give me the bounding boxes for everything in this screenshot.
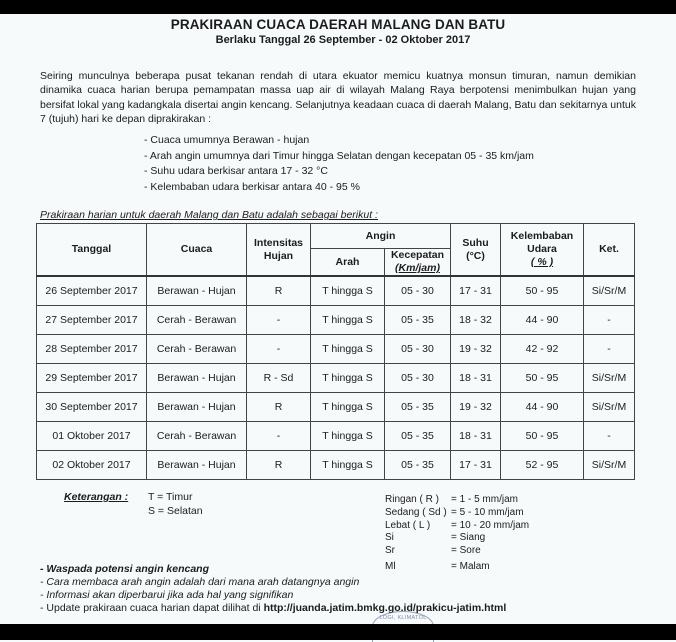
legend-direction <box>148 491 203 518</box>
cell-intensitas: R <box>247 276 311 306</box>
header-kecepatan-line1: Kecepatan <box>390 249 445 261</box>
legend-key: Sedang ( Sd ) <box>385 506 447 518</box>
cell-ket: Si/Sr/M <box>584 393 635 422</box>
header-kelembaban <box>501 224 584 277</box>
cell-kecepatan: 05 - 30 <box>385 364 451 393</box>
summary-bullets <box>144 133 624 195</box>
cell-cuaca: Cerah - Berawan <box>147 422 247 451</box>
header-suhu-line1: Suhu <box>462 236 489 249</box>
cell-kecepatan: 05 - 35 <box>385 393 451 422</box>
cell-kecepatan: 05 - 30 <box>385 276 451 306</box>
cell-suhu: 17 - 31 <box>451 276 501 306</box>
cell-ket: Si/Sr/M <box>584 451 635 480</box>
header-angin: Angin <box>311 224 451 249</box>
update-url-link[interactable]: http://juanda.jatim.bmkg.go.id/prakicu-jatim.html <box>263 602 507 614</box>
cell-intensitas: - <box>247 335 311 364</box>
bullet-item: - Suhu udara berkisar antara 17 - 32 °C <box>144 165 328 178</box>
update-note-text: - Update prakiraan cuaca harian dapat dilihat di <box>40 602 264 614</box>
header-kecepatan-line2: (Km/jam) <box>395 262 440 274</box>
cell-intensitas: R <box>247 393 311 422</box>
legend-intensity-item <box>385 507 529 520</box>
cell-cuaca: Cerah - Berawan <box>147 306 247 335</box>
legend-value: = Sore <box>451 545 481 557</box>
forecast-table <box>36 223 635 480</box>
legend-key: Lebat ( L ) <box>385 519 431 531</box>
cell-arah: T hingga S <box>311 335 385 364</box>
cell-arah: T hingga S <box>311 451 385 480</box>
cell-ket: - <box>584 306 635 335</box>
table-row <box>37 306 635 335</box>
cell-intensitas: R <box>247 451 311 480</box>
intro-paragraph: Seiring munculnya beberapa pusat tekanan rendah di utara ekuator memicu kuatnya monsun timuran, namun demikian dinamika cuaca harian berupa pemampatan massa uap air di wilayah Malang Raya berpotensi menimbulkan hujan yang bersifat lokal yang kadangkala disertai angin kencang. Selanjutnya keadaan cuaca di daerah Malang, Batu dan sekitarnya untuk 7 (tujuh) hari ke depan diprakirakan : <box>40 70 636 125</box>
cell-tanggal: 01 Oktober 2017 <box>37 422 147 451</box>
legend-value: = 1 - 5 mm/jam <box>451 494 518 505</box>
cell-cuaca: Berawan - Hujan <box>147 364 247 393</box>
cell-cuaca: Cerah - Berawan <box>147 335 247 364</box>
cell-intensitas: - <box>247 306 311 335</box>
cell-ket: Si/Sr/M <box>584 364 635 393</box>
forecast-table-body <box>37 276 635 480</box>
cell-tanggal: 30 September 2017 <box>37 393 147 422</box>
stamp-text: LOGI, KLIMATOL <box>379 615 427 621</box>
legend-intensity-item <box>385 545 529 558</box>
legend-intensity-item <box>385 494 529 507</box>
cell-tanggal: 28 September 2017 <box>37 335 147 364</box>
header-arah: Arah <box>311 249 385 277</box>
table-row <box>37 276 635 306</box>
notes <box>40 560 640 615</box>
bullet-item: - Arah angin umumnya dari Timur hingga Selatan dengan kecepatan 05 - 35 km/jam <box>144 149 534 162</box>
document-subtitle: Berlaku Tanggal 26 September - 02 Oktober 2017 <box>215 34 471 46</box>
legend-key: Sr <box>385 545 395 557</box>
cell-suhu: 19 - 32 <box>451 393 501 422</box>
cell-arah: T hingga S <box>311 276 385 306</box>
top-black-bar <box>0 0 676 14</box>
cell-kecepatan: 05 - 35 <box>385 306 451 335</box>
legend-value: = Siang <box>451 532 486 544</box>
legend-key: Ringan ( R ) <box>385 494 439 505</box>
legend-value: = 5 - 10 mm/jam <box>451 506 524 518</box>
note-item: - Waspada potensi angin kencang <box>40 563 210 575</box>
legend-intensity <box>385 494 529 574</box>
cell-intensitas: R - Sd <box>247 364 311 393</box>
table-row <box>37 422 635 451</box>
legend-direction-item: S = Selatan <box>148 504 203 517</box>
cell-kelembaban: 44 - 90 <box>501 393 584 422</box>
cell-intensitas: - <box>247 422 311 451</box>
legend-direction-item: T = Timur <box>148 491 193 503</box>
header-kecepatan <box>385 249 451 277</box>
cell-tanggal: 26 September 2017 <box>37 276 147 306</box>
cell-kecepatan: 05 - 35 <box>385 451 451 480</box>
cell-suhu: 18 - 32 <box>451 306 501 335</box>
cell-suhu: 17 - 31 <box>451 451 501 480</box>
cell-cuaca: Berawan - Hujan <box>147 393 247 422</box>
table-caption: Prakiraan harian untuk daerah Malang dan Batu adalah sebagai berikut : <box>40 209 378 221</box>
legend-value: = 10 - 20 mm/jam <box>451 519 530 531</box>
cell-cuaca: Berawan - Hujan <box>147 276 247 306</box>
cell-tanggal: 02 Oktober 2017 <box>37 451 147 480</box>
header-suhu-line2: (°C) <box>466 249 485 262</box>
cell-kelembaban: 44 - 90 <box>501 306 584 335</box>
header-kelembaban-line1: Kelembaban <box>510 230 574 242</box>
table-row <box>37 364 635 393</box>
cell-arah: T hingga S <box>311 306 385 335</box>
header-intensitas <box>247 224 311 277</box>
note-item: - Informasi akan diperbarui jika ada hal yang signifikan <box>40 589 294 601</box>
cell-kelembaban: 42 - 92 <box>501 335 584 364</box>
header-ket: Ket. <box>584 224 635 277</box>
cell-ket: - <box>584 335 635 364</box>
cell-kecepatan: 05 - 35 <box>385 422 451 451</box>
legend-key: Ml <box>385 560 396 572</box>
cell-arah: T hingga S <box>311 364 385 393</box>
cell-kelembaban: 50 - 95 <box>501 364 584 393</box>
cell-cuaca: Berawan - Hujan <box>147 451 247 480</box>
cell-tanggal: 27 September 2017 <box>37 306 147 335</box>
header-kelembaban-line3: ( % ) <box>530 256 554 268</box>
header-tanggal: Tanggal <box>37 224 147 277</box>
legend-label: Keterangan : <box>64 491 129 503</box>
bullet-item: - Cuaca umumnya Berawan - hujan <box>144 134 310 146</box>
bullet-item: - Kelembaban udara berkisar antara 40 - 95 % <box>144 180 360 193</box>
cell-suhu: 18 - 31 <box>451 422 501 451</box>
cell-kelembaban: 50 - 95 <box>501 276 584 306</box>
table-row <box>37 335 635 364</box>
table-row <box>37 451 635 480</box>
cell-ket: - <box>584 422 635 451</box>
legend-intensity-item <box>385 520 529 533</box>
cell-arah: T hingga S <box>311 422 385 451</box>
document-title: PRAKIRAAN CUACA DAERAH MALANG DAN BATU <box>170 17 506 32</box>
header-intensitas-line2: Hujan <box>263 249 294 262</box>
header-cuaca: Cuaca <box>147 224 247 277</box>
cell-kelembaban: 50 - 95 <box>501 422 584 451</box>
cell-kecepatan: 05 - 30 <box>385 335 451 364</box>
cell-ket: Si/Sr/M <box>584 276 635 306</box>
cell-kelembaban: 52 - 95 <box>501 451 584 480</box>
legend-key: Si <box>385 532 394 544</box>
legend-intensity-item <box>385 532 529 545</box>
header-kelembaban-line2: Udara <box>527 243 557 255</box>
cell-arah: T hingga S <box>311 393 385 422</box>
bottom-black-bar <box>0 624 676 640</box>
header-suhu <box>451 224 501 277</box>
header-intensitas-line1: Intensitas <box>253 236 303 249</box>
update-note <box>40 602 640 615</box>
legend-value: = Malam <box>451 560 490 572</box>
cell-suhu: 19 - 32 <box>451 335 501 364</box>
table-row <box>37 393 635 422</box>
cell-suhu: 18 - 31 <box>451 364 501 393</box>
note-item: - Cara membaca arah angin adalah dari mana arah datangnya angin <box>40 576 360 588</box>
cell-tanggal: 29 September 2017 <box>37 364 147 393</box>
